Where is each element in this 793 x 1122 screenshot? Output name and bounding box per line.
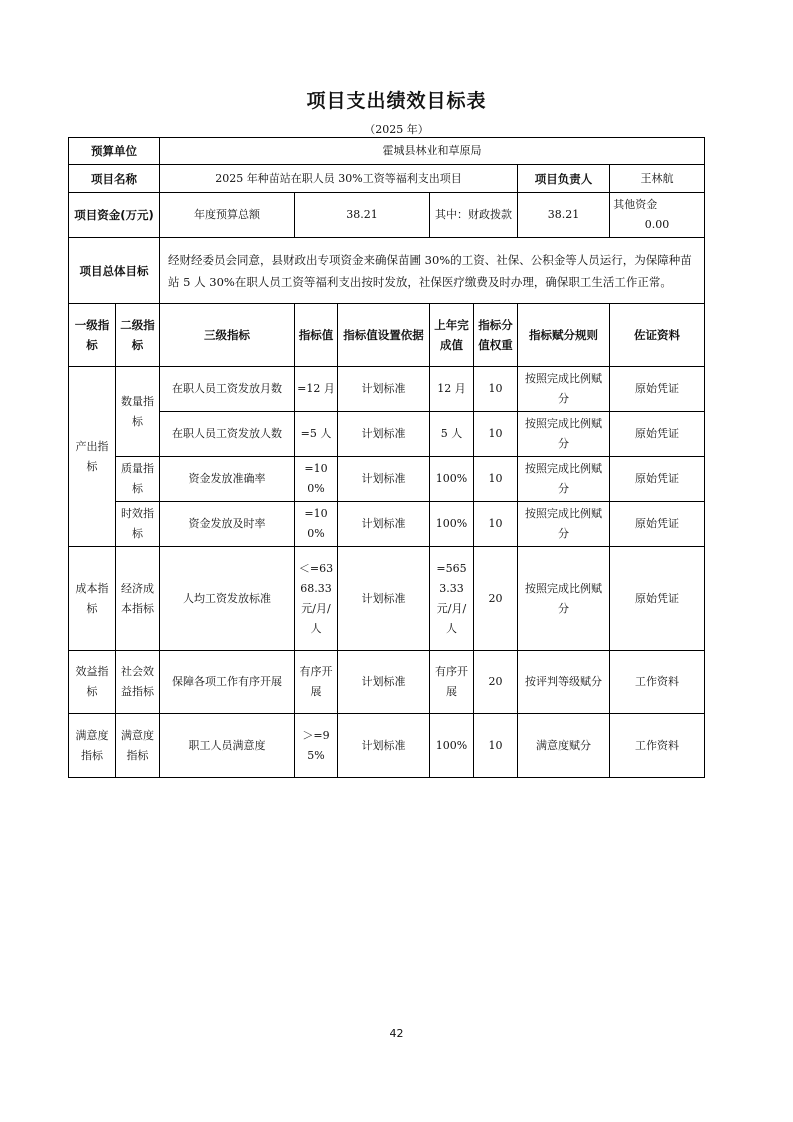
indicator-value: 有序开展 bbox=[295, 651, 338, 714]
table-row bbox=[69, 367, 705, 412]
indicator-value: =12 月 bbox=[295, 367, 338, 412]
subgroup-timeliness: 时效指标 bbox=[116, 502, 160, 547]
indicator-rule: 按照完成比例赋分 bbox=[518, 547, 610, 651]
project-funds-label: 项目资金(万元) bbox=[69, 193, 160, 238]
project-leader-value: 王林航 bbox=[610, 165, 705, 193]
project-name-value: 2025 年种苗站在职人员 30%工资等福利支出项目 bbox=[160, 165, 518, 193]
indicator-basis: 计划标准 bbox=[338, 457, 430, 502]
header-basis: 指标值设置依据 bbox=[338, 304, 430, 367]
indicator-rule: 按照完成比例赋分 bbox=[518, 457, 610, 502]
indicator-evidence: 原始凭证 bbox=[610, 412, 705, 457]
table-row bbox=[69, 193, 705, 238]
header-weight: 指标分值权重 bbox=[474, 304, 518, 367]
subgroup-quantity: 数量指标 bbox=[116, 367, 160, 457]
table-row bbox=[69, 714, 705, 778]
indicator-basis: 计划标准 bbox=[338, 367, 430, 412]
fiscal-appropriation-label: 其中：财政拨款 bbox=[430, 193, 518, 238]
indicator-weight: 10 bbox=[474, 457, 518, 502]
indicator-last-year: 5 人 bbox=[430, 412, 474, 457]
project-leader-label: 项目负责人 bbox=[518, 165, 610, 193]
indicator-basis: 计划标准 bbox=[338, 412, 430, 457]
indicator-value: ＞=95% bbox=[295, 714, 338, 778]
other-funds-label: 其他资金 bbox=[613, 198, 658, 211]
indicator-name: 在职人员工资发放月数 bbox=[160, 367, 295, 412]
indicator-name: 资金发放准确率 bbox=[160, 457, 295, 502]
other-funds-cell bbox=[610, 193, 705, 238]
indicator-evidence: 原始凭证 bbox=[610, 502, 705, 547]
indicator-weight: 10 bbox=[474, 714, 518, 778]
table-row bbox=[69, 412, 705, 457]
indicator-weight: 20 bbox=[474, 651, 518, 714]
indicator-weight: 10 bbox=[474, 412, 518, 457]
indicator-last-year: 100% bbox=[430, 714, 474, 778]
header-level1: 一级指标 bbox=[69, 304, 116, 367]
indicator-last-year: 有序开展 bbox=[430, 651, 474, 714]
overall-goal-label: 项目总体目标 bbox=[69, 238, 160, 304]
indicator-basis: 计划标准 bbox=[338, 651, 430, 714]
performance-table bbox=[68, 137, 705, 778]
header-last-year: 上年完成值 bbox=[430, 304, 474, 367]
page-number: 42 bbox=[389, 1027, 404, 1040]
subgroup-economic-cost: 经济成本指标 bbox=[116, 547, 160, 651]
indicator-name: 人均工资发放标准 bbox=[160, 547, 295, 651]
project-name-label: 项目名称 bbox=[69, 165, 160, 193]
overall-goal-text: 经财经委员会同意，县财政出专项资金来确保苗圃 30%的工资、社保、公积金等人员运行，为保障种苗站 5 人 30%在职人员工资等福利支出按时发放，社保医疗缴费及时办理，确保职工生活工作正常。 bbox=[160, 238, 705, 304]
table-row bbox=[69, 651, 705, 714]
group-benefit: 效益指标 bbox=[69, 651, 116, 714]
indicator-value: =100% bbox=[295, 457, 338, 502]
indicator-name: 资金发放及时率 bbox=[160, 502, 295, 547]
page-title: 项目支出绩效目标表 bbox=[306, 90, 487, 112]
indicator-evidence: 原始凭证 bbox=[610, 457, 705, 502]
subgroup-quality: 质量指标 bbox=[116, 457, 160, 502]
table-row bbox=[69, 165, 705, 193]
header-evidence: 佐证资料 bbox=[610, 304, 705, 367]
indicator-weight: 10 bbox=[474, 502, 518, 547]
indicator-basis: 计划标准 bbox=[338, 714, 430, 778]
indicator-rule: 按评判等级赋分 bbox=[518, 651, 610, 714]
indicator-last-year: =5653.33 元/月/人 bbox=[430, 547, 474, 651]
indicator-rule: 满意度赋分 bbox=[518, 714, 610, 778]
unit-value: 霍城县林业和草原局 bbox=[160, 138, 705, 165]
indicator-rule: 按照完成比例赋分 bbox=[518, 412, 610, 457]
header-value: 指标值 bbox=[295, 304, 338, 367]
table-row bbox=[69, 138, 705, 165]
indicator-basis: 计划标准 bbox=[338, 547, 430, 651]
annual-budget-label: 年度预算总额 bbox=[160, 193, 295, 238]
unit-label: 预算单位 bbox=[69, 138, 160, 165]
group-output: 产出指标 bbox=[69, 367, 116, 547]
indicator-basis: 计划标准 bbox=[338, 502, 430, 547]
subgroup-social-benefit: 社会效益指标 bbox=[116, 651, 160, 714]
indicator-value: ＜=6368.33 元/月/人 bbox=[295, 547, 338, 651]
group-satisfaction: 满意度指标 bbox=[69, 714, 116, 778]
indicator-evidence: 原始凭证 bbox=[610, 547, 705, 651]
table-row bbox=[69, 457, 705, 502]
header-level3: 三级指标 bbox=[160, 304, 295, 367]
annual-budget-value: 38.21 bbox=[295, 193, 430, 238]
indicator-last-year: 100% bbox=[430, 457, 474, 502]
table-row bbox=[69, 238, 705, 304]
subgroup-satisfaction: 满意度指标 bbox=[116, 714, 160, 778]
indicator-last-year: 100% bbox=[430, 502, 474, 547]
indicator-weight: 20 bbox=[474, 547, 518, 651]
table-row bbox=[69, 547, 705, 651]
indicator-name: 在职人员工资发放人数 bbox=[160, 412, 295, 457]
indicator-name: 职工人员满意度 bbox=[160, 714, 295, 778]
indicator-rule: 按照完成比例赋分 bbox=[518, 502, 610, 547]
indicator-value: =100% bbox=[295, 502, 338, 547]
header-scoring: 指标赋分规则 bbox=[518, 304, 610, 367]
indicator-evidence: 工作资料 bbox=[610, 714, 705, 778]
indicator-evidence: 工作资料 bbox=[610, 651, 705, 714]
indicator-evidence: 原始凭证 bbox=[610, 367, 705, 412]
indicator-value: =5 人 bbox=[295, 412, 338, 457]
group-cost: 成本指标 bbox=[69, 547, 116, 651]
page-year: （2025 年） bbox=[364, 123, 429, 136]
indicator-rule: 按照完成比例赋分 bbox=[518, 367, 610, 412]
other-funds-value: 0.00 bbox=[644, 218, 670, 231]
table-row bbox=[69, 502, 705, 547]
header-level2: 二级指标 bbox=[116, 304, 160, 367]
indicator-last-year: 12 月 bbox=[430, 367, 474, 412]
header-row bbox=[69, 304, 705, 367]
indicator-name: 保障各项工作有序开展 bbox=[160, 651, 295, 714]
indicator-weight: 10 bbox=[474, 367, 518, 412]
fiscal-appropriation-value: 38.21 bbox=[518, 193, 610, 238]
